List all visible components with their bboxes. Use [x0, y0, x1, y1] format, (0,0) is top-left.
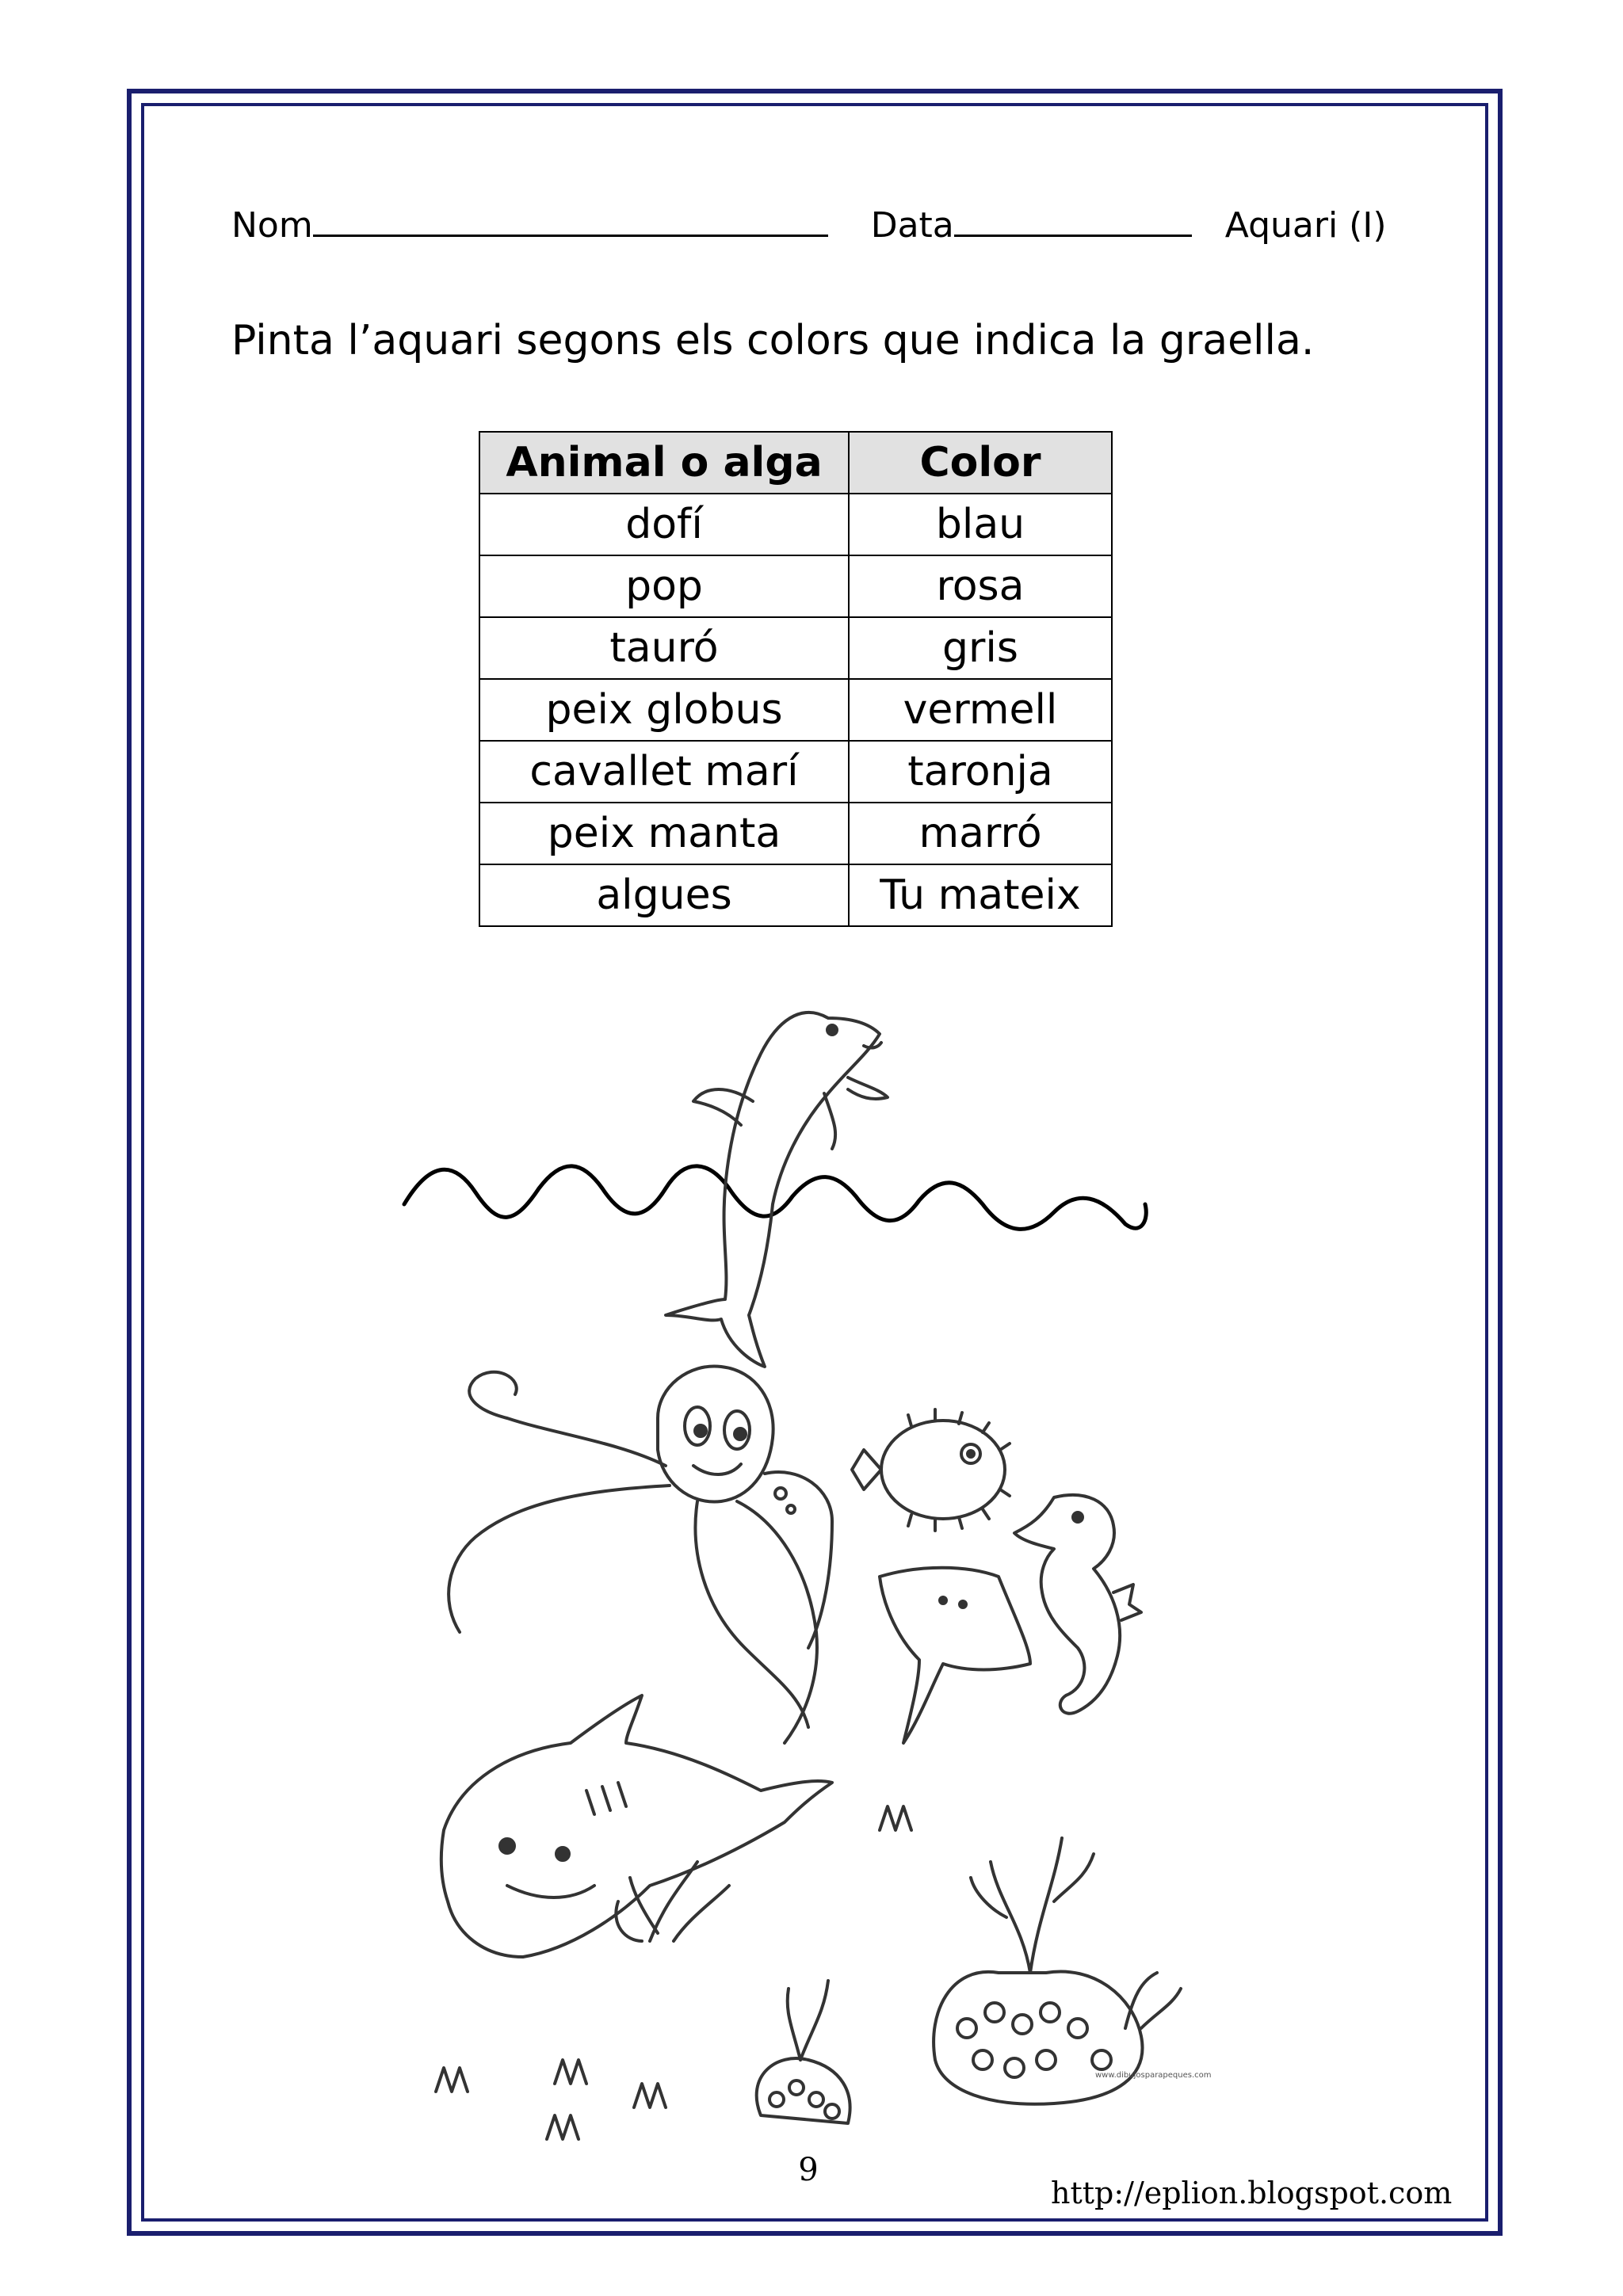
- animal-cell: tauró: [479, 617, 849, 679]
- table-row: [479, 555, 1112, 617]
- animal-cell: cavallet marí: [479, 741, 849, 803]
- shark-drawing: [441, 1695, 832, 1957]
- octopus-drawing: [449, 1366, 832, 1743]
- color-table: [479, 431, 1113, 927]
- name-label: Nom: [231, 205, 313, 246]
- table-row: [479, 494, 1112, 555]
- aquarium-coloring-illustration: [380, 967, 1205, 2155]
- table-row: [479, 679, 1112, 741]
- worksheet-header: [231, 196, 1404, 252]
- table-row: [479, 617, 1112, 679]
- table-row: [479, 864, 1112, 926]
- table-header-color: Color: [849, 432, 1112, 494]
- manta-ray-drawing: [880, 1568, 1030, 1743]
- worksheet-title: Aquari (I): [1224, 205, 1387, 246]
- animal-cell: peix globus: [479, 679, 849, 741]
- name-blank: [313, 196, 828, 237]
- color-cell: marró: [849, 803, 1112, 864]
- dolphin-drawing: [666, 1013, 888, 1367]
- date-label: Data: [870, 205, 954, 246]
- color-cell: Tu mateix: [849, 864, 1112, 926]
- animal-cell: peix manta: [479, 803, 849, 864]
- animal-cell: pop: [479, 555, 849, 617]
- table-header-row: [479, 432, 1112, 494]
- color-cell: gris: [849, 617, 1112, 679]
- table-header-animal: Animal o alga: [479, 432, 849, 494]
- color-cell: rosa: [849, 555, 1112, 617]
- color-cell: blau: [849, 494, 1112, 555]
- color-cell: taronja: [849, 741, 1112, 803]
- seahorse-drawing: [1014, 1495, 1141, 1714]
- coral-drawing: [436, 1806, 1181, 2139]
- footer-url: http://eplion.blogspot.com: [1051, 2176, 1453, 2210]
- color-cell: vermell: [849, 679, 1112, 741]
- instruction-text: Pinta l’aquari segons els colors que indica la graella.: [231, 317, 1315, 364]
- animal-cell: algues: [479, 864, 849, 926]
- animal-cell: dofí: [479, 494, 849, 555]
- illustration-credit: www.dibujosparapeques.com: [1095, 2071, 1212, 2080]
- table-row: [479, 803, 1112, 864]
- page-number: 9: [798, 2152, 819, 2188]
- date-blank: [954, 196, 1192, 237]
- table-row: [479, 741, 1112, 803]
- pufferfish-drawing: [852, 1409, 1010, 1531]
